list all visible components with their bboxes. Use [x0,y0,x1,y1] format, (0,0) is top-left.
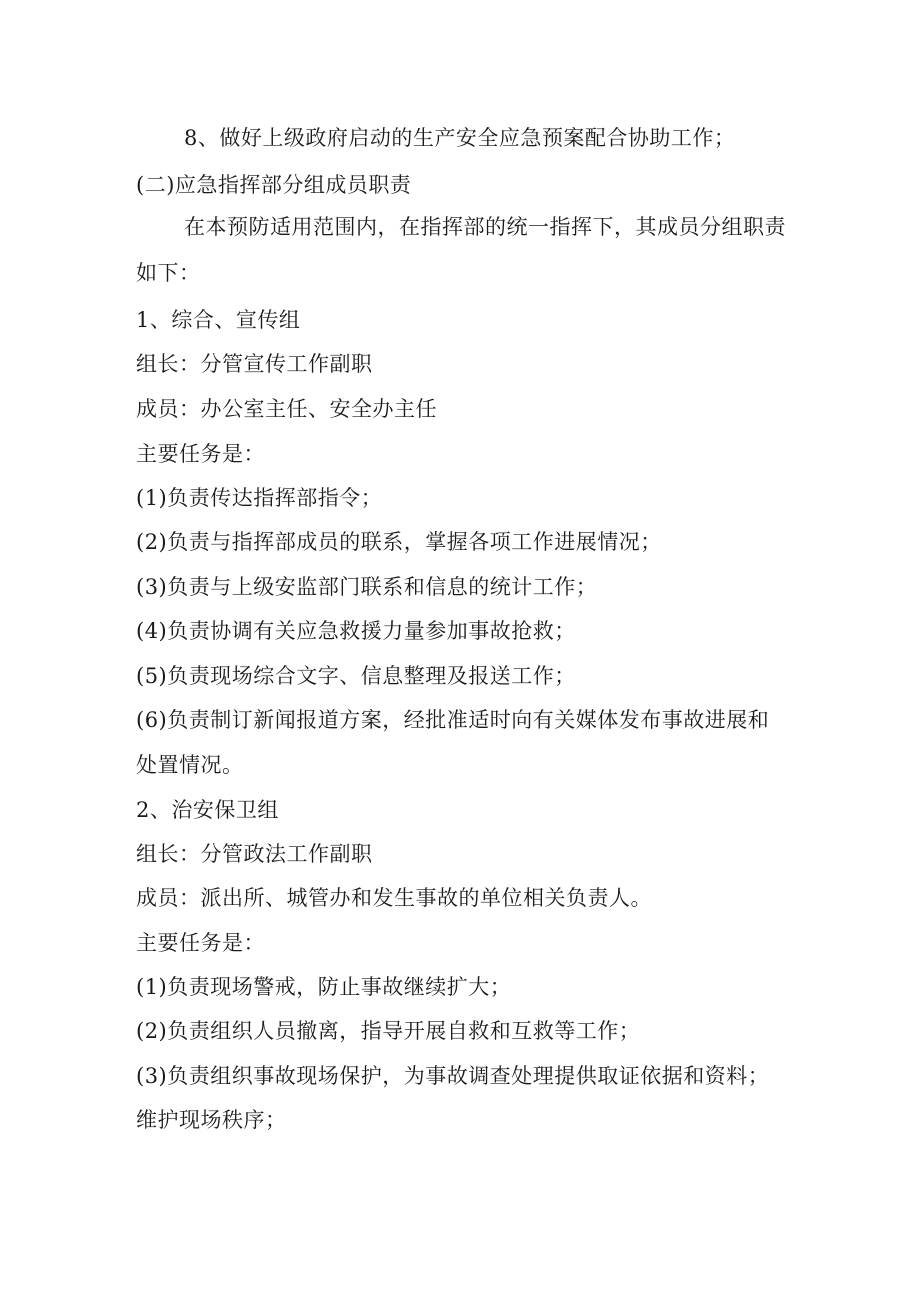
group-2-leader: 组长：分管政法工作副职 [136,842,373,866]
group-2-tasks-label: 主要任务是： [136,931,265,955]
group-2-task-1: (1)负责现场警戒，防止事故继续扩大； [136,975,512,999]
item-8: 8、做好上级政府启动的生产安全应急预案配合协助工作； [184,126,736,150]
group-1-task-3: (3)负责与上级安监部门联系和信息的统计工作； [136,575,598,599]
group-2-members: 成员：派出所、城管办和发生事故的单位相关负责人。 [136,886,652,910]
group-1-task-6-line-2: 处置情况。 [136,753,244,777]
group-1-task-4: (4)负责协调有关应急救援力量参加事故抢救； [136,619,576,643]
section-heading-2: (二)应急指挥部分组成员职责 [136,173,412,197]
group-2-task-3-line-2: 维护现场秩序； [136,1108,287,1132]
group-1-task-5: (5)负责现场综合文字、信息整理及报送工作； [136,664,576,688]
intro-paragraph-line-2: 如下： [136,261,201,285]
group-1-task-6-line-1: (6)负责制订新闻报道方案，经批准适时向有关媒体发布事故进展和 [136,708,770,732]
group-2-task-3-line-1: (3)负责组织事故现场保护，为事故调查处理提供取证依据和资料； [136,1064,770,1088]
group-2-task-2: (2)负责组织人员撤离，指导开展自救和互救等工作； [136,1019,641,1043]
group-1-task-1: (1)负责传达指挥部指令； [136,486,383,510]
group-1-leader: 组长：分管宣传工作副职 [136,352,373,376]
group-1-members: 成员：办公室主任、安全办主任 [136,397,437,421]
group-2-heading: 2、治安保卫组 [136,798,279,822]
group-1-tasks-label: 主要任务是： [136,442,265,466]
group-1-task-2: (2)负责与指挥部成员的联系，掌握各项工作进展情况； [136,530,662,554]
intro-paragraph-line-1: 在本预防适用范围内，在指挥部的统一指挥下，其成员分组职责 [184,215,786,239]
group-1-heading: 1、综合、宣传组 [136,308,301,332]
